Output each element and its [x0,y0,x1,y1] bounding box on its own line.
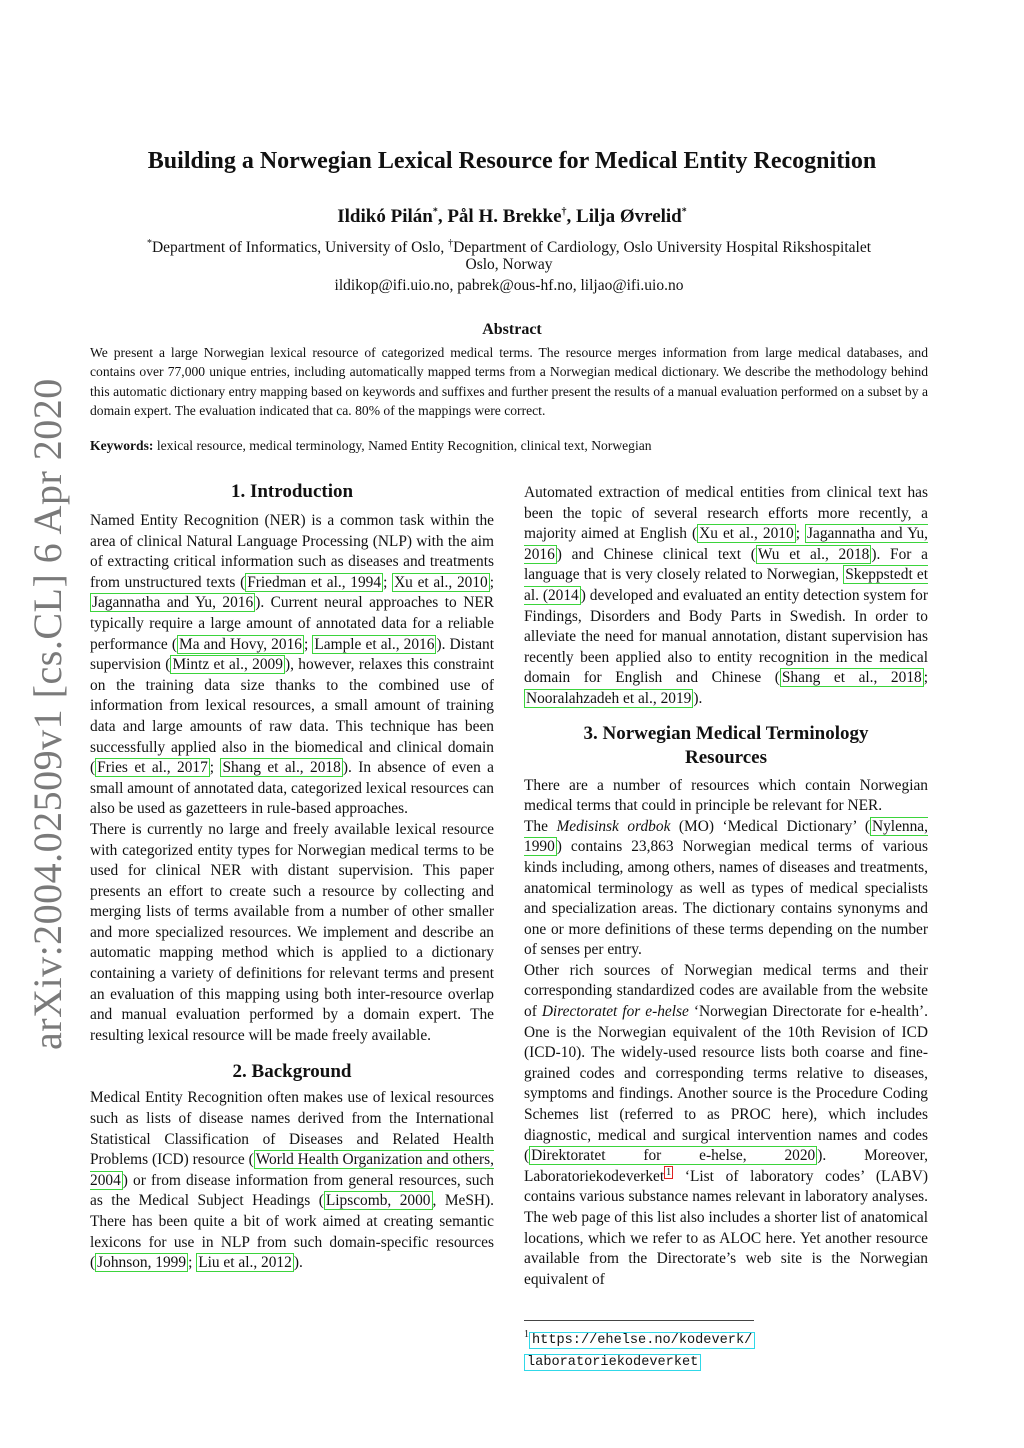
citation-link[interactable]: Nylenna, 1990 [524,817,928,856]
citation-link[interactable]: Mintz et al., 2009 [172,656,283,674]
citation-link[interactable]: Wu et al., 2018 [757,545,870,563]
citation-link[interactable]: Johnson, 1999 [97,1254,187,1272]
author-list: Ildikó Pilán*, Pål H. Brekke†, Lilja Øvrelid* [337,206,687,227]
abstract-heading: Abstract [482,321,542,338]
affiliation-location: Oslo, Norway [465,256,553,273]
intro-paragraph-1: Named Entity Recognition (NER) is a common task within the area of clinical Natural Language Processing (NLP) with the aim of extracting critical information such as diseases and treatments from unstructured texts ( Friedman et al., 1994 ; Xu et al., 2010 ; Jagannatha and Yu, 2016 ). Current neural approaches to NER typically require a large amount of annotated data for a reliable performance ( Ma and Hovy, 2016 ; Lample et al., 2016 ). Distant supervision ( Mintz et al., 2009 ), however, relaxes this constraint on the training data size thanks to the combined use of information from lexical resources, a small amount of training data and large amounts of raw data. This technique has been successfully applied also in the biomedical and clinical domain ( Fries et al., 2017 ; Shang et al., 2018 ). In absence of even a small amount of annotated data, categorized lexical resources can also be used as gazetteers in rule-based approaches. [90,512,495,818]
abstract-text: We present a large Norwegian lexical resource of categorized medical terms. The resource merges information from large medical databases, and contains over 77,000 unique entries, including automatically mapped terms from a Norwegian medical dictionary. We describe the methodology behind this automatic dictionary entry mapping based on keywords and suffixes and further present the results of a manual evaluation performed on a subset by a domain expert. The evaluation indicated that ca. 80% of the mappings were correct. [90,345,928,418]
footnote [524,1325,928,1373]
author-emails: ildikop@ifi.uio.no, pabrek@ous-hf.no, liljao@ifi.uio.no [334,277,684,294]
footnote-divider [524,1320,754,1321]
citation-link[interactable]: Friedman et al., 1994 [247,573,382,591]
author-mark: * [681,206,687,218]
section-heading-terminology: 3. Norwegian Medical Terminology Resources [583,722,869,768]
author-name: Ildikó Pilán [337,206,433,227]
section-heading-background: 2. Background [232,1061,352,1083]
paper-title: Building a Norwegian Lexical Resource for Medical Entity Recognition [147,148,877,174]
citation-link[interactable]: Jagannatha and Yu, 2016 [92,594,254,612]
arxiv-sidebar-stamp: arXiv:2004.02509v1 [cs.CL] 6 Apr 2020 [25,378,70,1050]
citation-link[interactable]: Xu et al., 2010 [394,573,488,591]
author-name: Pål H. Brekke [447,206,562,227]
terminology-paragraph-3: Other rich sources of Norwegian medical terms and their corresponding standardized codes are available from the website of Directoratet for e-helse ‘Norwegian Directorate for e-health’. One is the Norwegian equivalent of the 10th Revision of ICD (ICD-10). The widely-used resource lists both coarse and fine-grained codes and corresponding terms relative to diseases, symptoms and findings. Another source is the Procedure Coding Schemes list (referred to as PROC here), which includes diagnostic, medical and surgical intervention names and codes ( Direktoratet for e-helse, 2020 ). Moreover, Laboratoriekodeverket $^1$ ‘List of laboratory codes’ (LABV) contains various substance names relevant in laboratory analyses. The web page of this list also includes a shorter list of anatomical locations, which we refer to as ALOC here. Yet another resource available from the Directorate’s web site is the Norwegian equivalent of [524,961,928,1288]
citation-link[interactable]: Lample et al., 2016 [314,635,435,653]
related-work-paragraph: Automated extraction of medical entities from clinical text has been the topic of several research efforts more recently, a majority aimed at English ( Xu et al., 2010 ; Jagannatha and Yu, 2016 ) and Chinese clinical text ( Wu et al., 2018 ). For a language that is very closely related to Norwegian, Skeppstedt et al. (2014 ) developed and evaluated an entity detection system for Findings, Disorders and Body Parts in Swedish. In order to alleviate the need for manual annotation, distant supervision has recently been applied also to entity recognition in the medical domain for English and Chinese ( Shang et al., 2018 ; Nooralahzadeh et al., 2019 ). [524,484,929,707]
citation-link[interactable]: Shang et al., 2018 [781,669,922,687]
citation-link[interactable]: Liu et al., 2012 [198,1254,292,1272]
footnote-ref-link[interactable]: 1 [666,1166,672,1178]
citation-link[interactable]: Xu et al., 2010 [699,525,794,543]
left-column [90,511,494,1274]
footnote-url-link[interactable]: laboratoriekodeverket [524,1354,701,1371]
keywords-line [90,438,928,454]
citation-link[interactable]: Shang et al., 2018 [222,759,341,777]
citation-link[interactable]: Ma and Hovy, 2016 [179,635,302,653]
citation-link[interactable]: Lipscomb, 2000 [325,1192,431,1210]
keywords-label: Keywords: [90,438,154,453]
author-mark: † [561,206,567,218]
affiliation-text: Department of Informatics, University of Oslo, [151,239,449,257]
footnote-mark: 1 [524,1329,529,1340]
affil-mark: † [448,238,454,249]
section-heading-introduction: 1. Introduction [230,481,354,502]
right-column [524,483,928,1290]
citation-link[interactable]: Fries et al., 2017 [97,759,208,777]
citation-link[interactable]: Direktoratet for e-helse, 2020 [531,1147,816,1165]
affiliation-text: Department of Cardiology, Oslo University Hospital Rikshospitalet [453,239,872,257]
background-paragraph: Medical Entity Recognition often makes use of lexical resources such as lists of disease names derived from the International Statistical Classification of Diseases and Related Health Problems (ICD) resource ( World Health Organization and others, 2004 ) or from disease information from general resources, such as the Medical Subject Headings ( Lipscomb, 2000 , MeSH). There has been quite a bit of work aimed at creating semantic lexicons for use in NLP from such domain-specific resources ( Johnson, 1999 ; Liu et al., 2012 ). [90,1089,494,1272]
terminology-paragraph-2: The Medisinsk ordbok (MO) ‘Medical Dictionary’ ( Nylenna, 1990 ) contains 23,863 Norwegian medical terms of various kinds including, among others, names of diseases and treatments, anatomical terminology as well as types of medical specialists and specialization areas. The dictionary contains synonyms and one or more definitions of these terms depending on the number of senses per entry. [524,817,928,959]
citation-link[interactable]: Nooralahzadeh et al., 2019 [526,689,692,707]
affil-mark: * [146,238,152,249]
citation-link[interactable]: Skeppstedt et al. (2014 [524,566,928,604]
citation-link[interactable]: Jagannatha and Yu, 2016 [524,525,929,563]
intro-paragraph-2: There is currently no large and freely available lexical resource with categorized entity types for Norwegian medical terms to be used for clinical NER with distant supervision. This paper presents an effort to create such a resource by collecting and merging lists of terms available from a number of other smaller and more specialized resources. We implement and describe an automatic mapping method which is applied to a dictionary containing a variety of definitions for relevant terms and present an evaluation of this mapping using both inter-resource overlap and manual evaluation performed by a domain expert. The resulting lexical resource will be made freely available. [90,820,494,1044]
author-mark: * [432,206,438,218]
keywords-text: lexical resource, medical terminology, Named Entity Recognition, clinical text, Norwegian [153,438,652,453]
terminology-paragraph-1: There are a number of resources which contain Norwegian medical terms that could in principle be relevant for NER. [524,776,928,815]
citation-link[interactable]: World Health Organization and others, 2004 [90,1151,494,1189]
footnote-url-link[interactable]: https://ehelse.no/kodeverk/ [529,1332,755,1349]
author-name: Lilja Øvrelid [576,206,682,227]
